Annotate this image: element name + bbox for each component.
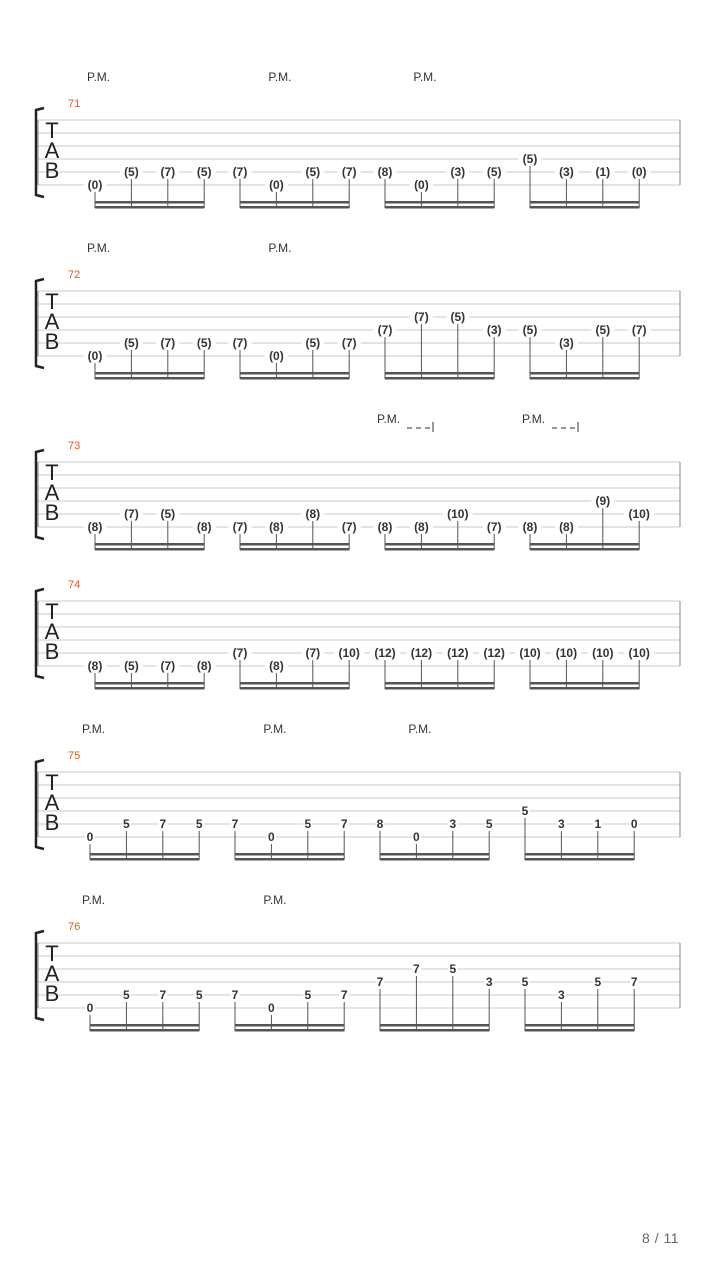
fret-number: (8) bbox=[269, 520, 284, 534]
beam-secondary bbox=[385, 206, 494, 209]
fret-number: (10) bbox=[555, 646, 578, 660]
beam-primary bbox=[240, 372, 349, 375]
fret-number: 0 bbox=[268, 1001, 275, 1015]
fret-number: (7) bbox=[232, 165, 248, 179]
page-current: 8 bbox=[642, 1230, 651, 1246]
palm-mute-label: P.M. bbox=[522, 412, 546, 426]
fret-number: (8) bbox=[196, 520, 212, 534]
fret-number: (7) bbox=[414, 310, 429, 324]
system-bracket bbox=[36, 760, 44, 849]
fret-number: 7 bbox=[159, 817, 167, 831]
fret-number: (5) bbox=[124, 165, 139, 179]
fret-number: 7 bbox=[376, 975, 384, 989]
fret-number: (7) bbox=[232, 646, 248, 660]
beam-primary bbox=[95, 372, 204, 375]
fret-number: (0) bbox=[87, 349, 103, 363]
measure-number: 75 bbox=[68, 750, 81, 762]
fret-number: 5 bbox=[485, 817, 493, 831]
fret-number: (8) bbox=[269, 659, 284, 673]
fret-number: 3 bbox=[558, 817, 565, 831]
beam-secondary bbox=[240, 687, 349, 690]
beam-primary bbox=[385, 372, 494, 375]
beam-primary bbox=[530, 682, 639, 685]
fret-number: (5) bbox=[450, 310, 466, 324]
tab-clef-letter: A bbox=[44, 138, 60, 163]
fret-number: (1) bbox=[595, 165, 611, 179]
system-bracket bbox=[36, 589, 44, 678]
palm-mute-label: P.M. bbox=[82, 722, 106, 736]
beam-primary bbox=[95, 201, 204, 204]
tab-clef-letter: B bbox=[44, 158, 60, 183]
palm-mute-label: P.M. bbox=[263, 893, 287, 907]
palm-mute-label: P.M. bbox=[408, 722, 432, 736]
beam-primary bbox=[240, 201, 349, 204]
fret-number: (9) bbox=[595, 494, 611, 508]
beam-secondary bbox=[380, 1029, 489, 1032]
system-bracket bbox=[36, 108, 44, 197]
fret-number: (12) bbox=[483, 646, 505, 660]
beam-secondary bbox=[95, 377, 204, 380]
fret-number: (8) bbox=[414, 520, 429, 534]
palm-mute-label: P.M. bbox=[413, 70, 437, 84]
fret-number: (8) bbox=[522, 520, 538, 534]
beam-primary bbox=[525, 853, 634, 856]
tab-clef-letter: A bbox=[44, 619, 60, 644]
fret-number: (5) bbox=[595, 323, 611, 337]
beam-primary bbox=[525, 1024, 634, 1027]
fret-number: (5) bbox=[124, 659, 139, 673]
beam-primary bbox=[385, 682, 494, 685]
fret-number: 5 bbox=[521, 804, 529, 818]
fret-number: (0) bbox=[414, 178, 429, 192]
beam-primary bbox=[235, 853, 344, 856]
fret-number: (7) bbox=[341, 336, 357, 350]
beam-secondary bbox=[530, 548, 639, 551]
fret-number: 7 bbox=[231, 988, 239, 1002]
beam-secondary bbox=[95, 687, 204, 690]
fret-number: (10) bbox=[338, 646, 360, 660]
fret-number: (3) bbox=[450, 165, 466, 179]
fret-number: 3 bbox=[558, 988, 565, 1002]
fret-number: (8) bbox=[196, 659, 212, 673]
beam-primary bbox=[90, 853, 199, 856]
beam-secondary bbox=[240, 206, 349, 209]
fret-number: (8) bbox=[87, 520, 103, 534]
fret-number: (10) bbox=[519, 646, 541, 660]
beam-secondary bbox=[235, 1029, 344, 1032]
beam-secondary bbox=[240, 377, 349, 380]
tab-clef-letter: A bbox=[44, 790, 60, 815]
beam-secondary bbox=[95, 548, 204, 551]
beam-secondary bbox=[530, 377, 639, 380]
tab-clef-letter: A bbox=[44, 961, 60, 986]
beam-primary bbox=[95, 543, 204, 546]
fret-number: (5) bbox=[305, 165, 321, 179]
beam-secondary bbox=[385, 687, 494, 690]
fret-number: (7) bbox=[305, 646, 321, 660]
tab-clef-letter: B bbox=[44, 500, 60, 525]
fret-number: (10) bbox=[592, 646, 614, 660]
fret-number: 5 bbox=[195, 817, 203, 831]
fret-number: (7) bbox=[341, 165, 357, 179]
fret-number: 7 bbox=[159, 988, 167, 1002]
measure-number: 76 bbox=[68, 921, 81, 933]
beam-secondary bbox=[380, 858, 489, 861]
fret-number: 1 bbox=[594, 817, 602, 831]
fret-number: (7) bbox=[160, 165, 176, 179]
palm-mute-label: P.M. bbox=[268, 70, 292, 84]
fret-number: (12) bbox=[447, 646, 469, 660]
fret-number: 5 bbox=[304, 817, 312, 831]
fret-number: (8) bbox=[87, 659, 103, 673]
beam-primary bbox=[380, 1024, 489, 1027]
fret-number: 0 bbox=[268, 830, 275, 844]
fret-number: 5 bbox=[449, 962, 457, 976]
fret-number: (3) bbox=[486, 323, 502, 337]
system-bracket bbox=[36, 931, 44, 1020]
fret-number: (3) bbox=[559, 165, 574, 179]
tab-clef-letter: T bbox=[45, 770, 59, 795]
beam-primary bbox=[380, 853, 489, 856]
fret-number: (7) bbox=[232, 520, 248, 534]
fret-number: (5) bbox=[522, 323, 538, 337]
fret-number: (8) bbox=[559, 520, 574, 534]
page-number bbox=[642, 1230, 679, 1246]
beam-primary bbox=[385, 201, 494, 204]
beam-secondary bbox=[240, 548, 349, 551]
fret-number: 5 bbox=[594, 975, 602, 989]
beam-secondary bbox=[530, 206, 639, 209]
beam-primary bbox=[240, 543, 349, 546]
beam-secondary bbox=[90, 1029, 199, 1032]
fret-number: 7 bbox=[413, 962, 420, 976]
tab-clef-letter: T bbox=[45, 941, 59, 966]
fret-number: 7 bbox=[231, 817, 239, 831]
fret-number: (7) bbox=[160, 336, 176, 350]
beam-primary bbox=[530, 543, 639, 546]
fret-number: (5) bbox=[305, 336, 321, 350]
tab-clef-letter: B bbox=[44, 639, 60, 664]
system-bracket bbox=[36, 450, 44, 539]
fret-number: (5) bbox=[486, 165, 502, 179]
fret-number: (0) bbox=[631, 165, 647, 179]
palm-mute-label: P.M. bbox=[377, 412, 401, 426]
fret-number: 5 bbox=[123, 988, 130, 1002]
fret-number: 0 bbox=[413, 830, 420, 844]
fret-number: (8) bbox=[377, 520, 393, 534]
fret-number: 7 bbox=[340, 817, 348, 831]
fret-number: 3 bbox=[449, 817, 457, 831]
fret-number: (5) bbox=[196, 336, 212, 350]
tab-clef-letter: B bbox=[44, 981, 60, 1006]
beam-secondary bbox=[530, 687, 639, 690]
fret-number: 7 bbox=[630, 975, 638, 989]
tab-clef-letter: B bbox=[44, 810, 60, 835]
fret-number: (10) bbox=[447, 507, 469, 521]
fret-number: (5) bbox=[124, 336, 139, 350]
fret-number: (8) bbox=[305, 507, 321, 521]
fret-number: 0 bbox=[86, 830, 94, 844]
palm-mute-label: P.M. bbox=[263, 722, 287, 736]
measure-number: 73 bbox=[68, 440, 81, 452]
fret-number: (10) bbox=[628, 646, 650, 660]
tab-clef-letter: T bbox=[45, 460, 59, 485]
fret-number: (7) bbox=[377, 323, 393, 337]
page-total: 11 bbox=[663, 1230, 680, 1246]
fret-number: (0) bbox=[87, 178, 103, 192]
palm-mute-label: P.M. bbox=[82, 893, 106, 907]
fret-number: (0) bbox=[269, 178, 284, 192]
fret-number: 8 bbox=[376, 817, 384, 831]
tab-clef-letter: A bbox=[44, 309, 60, 334]
page-separator: / bbox=[654, 1230, 664, 1246]
tab-clef-letter: T bbox=[45, 118, 59, 143]
beam-primary bbox=[95, 682, 204, 685]
beam-secondary bbox=[95, 206, 204, 209]
beam-secondary bbox=[235, 858, 344, 861]
palm-mute-label: P.M. bbox=[268, 241, 292, 255]
beam-primary bbox=[240, 682, 349, 685]
beam-secondary bbox=[90, 858, 199, 861]
beam-secondary bbox=[525, 1029, 634, 1032]
fret-number: (7) bbox=[486, 520, 502, 534]
tab-clef-letter: B bbox=[44, 329, 60, 354]
palm-mute-label: P.M. bbox=[87, 70, 111, 84]
tab-clef-letter: T bbox=[45, 289, 59, 314]
fret-number: (5) bbox=[196, 165, 212, 179]
fret-number: (5) bbox=[522, 152, 538, 166]
beam-primary bbox=[530, 201, 639, 204]
fret-number: (10) bbox=[628, 507, 650, 521]
measure-number: 71 bbox=[68, 98, 81, 110]
beam-secondary bbox=[385, 548, 494, 551]
fret-number: 3 bbox=[485, 975, 493, 989]
fret-number: (7) bbox=[232, 336, 248, 350]
palm-mute-label: P.M. bbox=[87, 241, 111, 255]
system-bracket bbox=[36, 279, 44, 368]
fret-number: (0) bbox=[269, 349, 284, 363]
fret-number: (7) bbox=[341, 520, 357, 534]
fret-number: 5 bbox=[123, 817, 130, 831]
fret-number: (8) bbox=[377, 165, 393, 179]
tab-clef-letter: A bbox=[44, 480, 60, 505]
fret-number: (7) bbox=[631, 323, 647, 337]
fret-number: 0 bbox=[630, 817, 638, 831]
measure-number: 74 bbox=[68, 579, 81, 591]
fret-number: (7) bbox=[160, 659, 176, 673]
fret-number: 5 bbox=[521, 975, 529, 989]
fret-number: (3) bbox=[559, 336, 574, 350]
beam-primary bbox=[530, 372, 639, 375]
beam-primary bbox=[235, 1024, 344, 1027]
beam-primary bbox=[90, 1024, 199, 1027]
fret-number: (7) bbox=[124, 507, 139, 521]
beam-secondary bbox=[385, 377, 494, 380]
beam-primary bbox=[385, 543, 494, 546]
fret-number: 5 bbox=[195, 988, 203, 1002]
fret-number: 7 bbox=[340, 988, 348, 1002]
fret-number: (5) bbox=[160, 507, 176, 521]
tab-clef-letter: T bbox=[45, 599, 59, 624]
fret-number: 5 bbox=[304, 988, 312, 1002]
measure-number: 72 bbox=[68, 269, 81, 281]
fret-number: (12) bbox=[410, 646, 433, 660]
fret-number: (12) bbox=[374, 646, 396, 660]
beam-secondary bbox=[525, 858, 634, 861]
fret-number: 0 bbox=[86, 1001, 94, 1015]
